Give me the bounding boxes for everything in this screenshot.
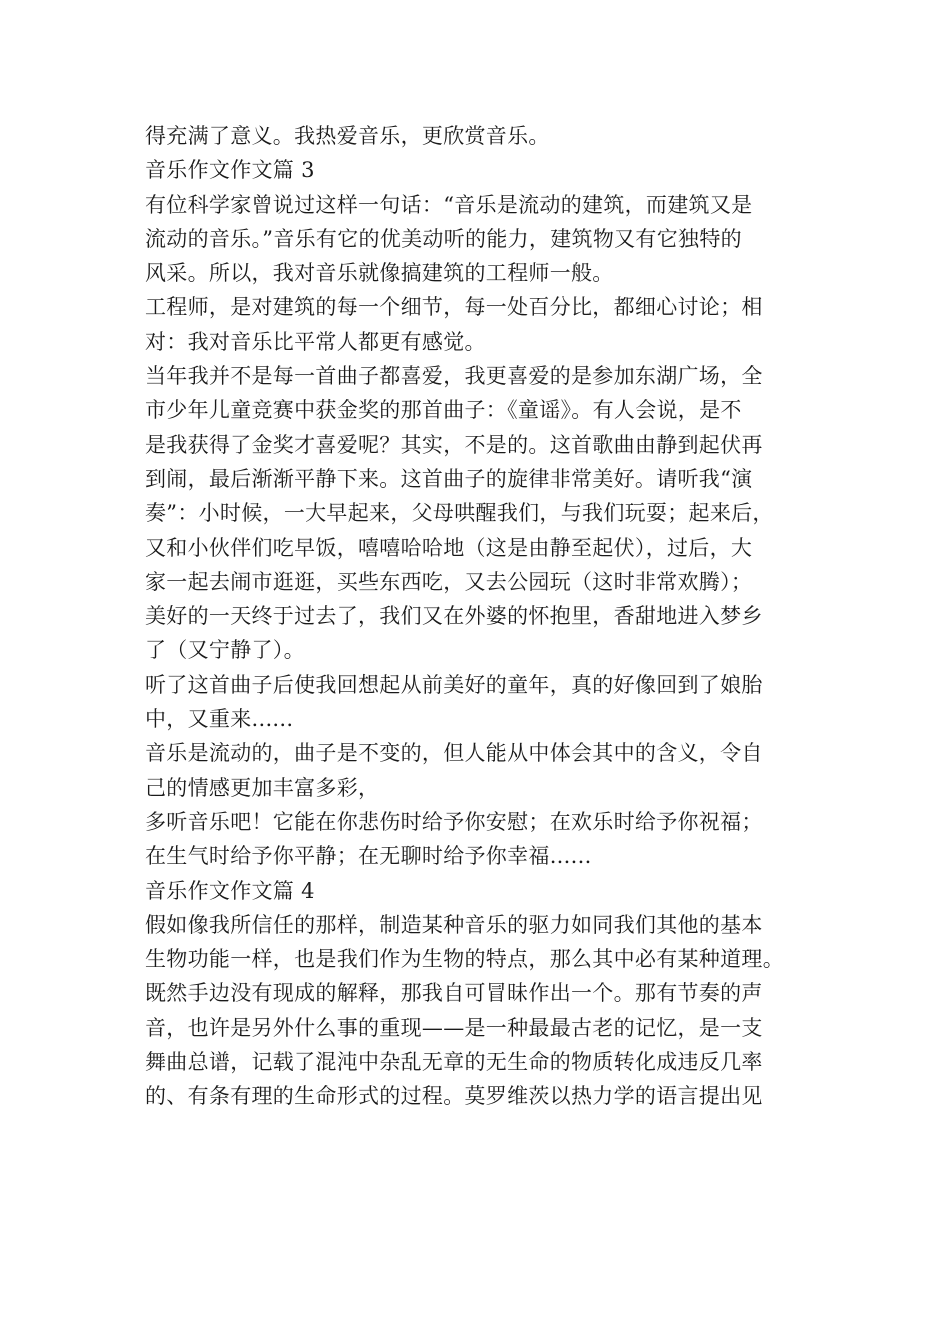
text-line: 舞曲总谱，记载了混沌中杂乱无章的无生命的物质转化成违反几率 bbox=[145, 1050, 763, 1075]
text-line: 风采。所以，我对音乐就像搞建筑的工程师一般。 bbox=[145, 261, 614, 286]
text-line: 音乐是流动的，曲子是不变的，但人能从中体会其中的含义，令自 bbox=[145, 741, 763, 766]
text-line: 多听音乐吧！它能在你悲伤时给予你安慰；在欢乐时给予你祝福； bbox=[145, 809, 763, 834]
text-line: 对：我对音乐比平常人都更有感觉。 bbox=[145, 329, 486, 354]
text-line: 中，又重来...... bbox=[145, 707, 294, 732]
text-line: 己的情感更加丰富多彩， bbox=[145, 775, 380, 800]
text-line: 生物功能一样，也是我们作为生物的特点，那么其中必有某种道理。 bbox=[145, 947, 784, 972]
text-line: 市少年儿童竞赛中获金奖的那首曲子：《童谣》。有人会说，是不 bbox=[145, 398, 742, 423]
text-line: 美好的一天终于过去了，我们又在外婆的怀抱里，香甜地进入梦乡 bbox=[145, 604, 763, 629]
text-line: 得充满了意义。我热爱音乐，更欣赏音乐。 bbox=[145, 124, 550, 148]
text-line: 又和小伙伴们吃早饭，嘻嘻哈哈地（这是由静至起伏），过后，大 bbox=[145, 535, 753, 560]
document-body bbox=[145, 119, 825, 1114]
text-line: 音，也许是另外什么事的重现——是一种最最古老的记忆，是一支 bbox=[145, 1015, 763, 1040]
section-heading: 音乐作文作文篇 4 bbox=[145, 878, 315, 903]
text-line: 假如像我所信任的那样，制造某种音乐的驱力如同我们其他的基本 bbox=[145, 912, 763, 937]
text-line: 在生气时给予你平静；在无聊时给予你幸福...... bbox=[145, 844, 592, 869]
text-line: 工程师，是对建筑的每一个细节，每一处百分比，都细心讨论；相 bbox=[145, 295, 763, 320]
section-heading: 音乐作文作文篇 3 bbox=[145, 158, 315, 183]
text-line: 有位科学家曾说过这样一句话：“音乐是流动的建筑，而建筑又是 bbox=[145, 192, 753, 217]
text-line: 是我获得了金奖才喜爱呢？其实，不是的。这首歌曲由静到起伏再 bbox=[145, 432, 763, 457]
text-line: 当年我并不是每一首曲子都喜爱，我更喜爱的是参加东湖广场，全 bbox=[145, 364, 763, 389]
text-line: 奏”：小时候，一大早起来，父母哄醒我们，与我们玩耍；起来后， bbox=[145, 501, 774, 526]
text-line: 既然手边没有现成的解释，那我自可冒昧作出一个。那有节奏的声 bbox=[145, 981, 763, 1006]
text-line: 家一起去闹市逛逛，买些东西吃，又去公园玩（这时非常欢腾）； bbox=[145, 569, 753, 594]
text-line: 的、有条有理的生命形式的过程。莫罗维茨以热力学的语言提出见 bbox=[145, 1084, 763, 1109]
text-line: 听了这首曲子后使我回想起从前美好的童年，真的好像回到了娘胎 bbox=[145, 672, 763, 697]
text-line: 了（又宁静了）。 bbox=[145, 638, 305, 663]
text-line: 流动的音乐。”音乐有它的优美动听的能力，建筑物又有它独特的 bbox=[145, 226, 742, 251]
text-line: 到闹，最后渐渐平静下来。这首曲子的旋律非常美好。请听我“演 bbox=[145, 466, 753, 491]
